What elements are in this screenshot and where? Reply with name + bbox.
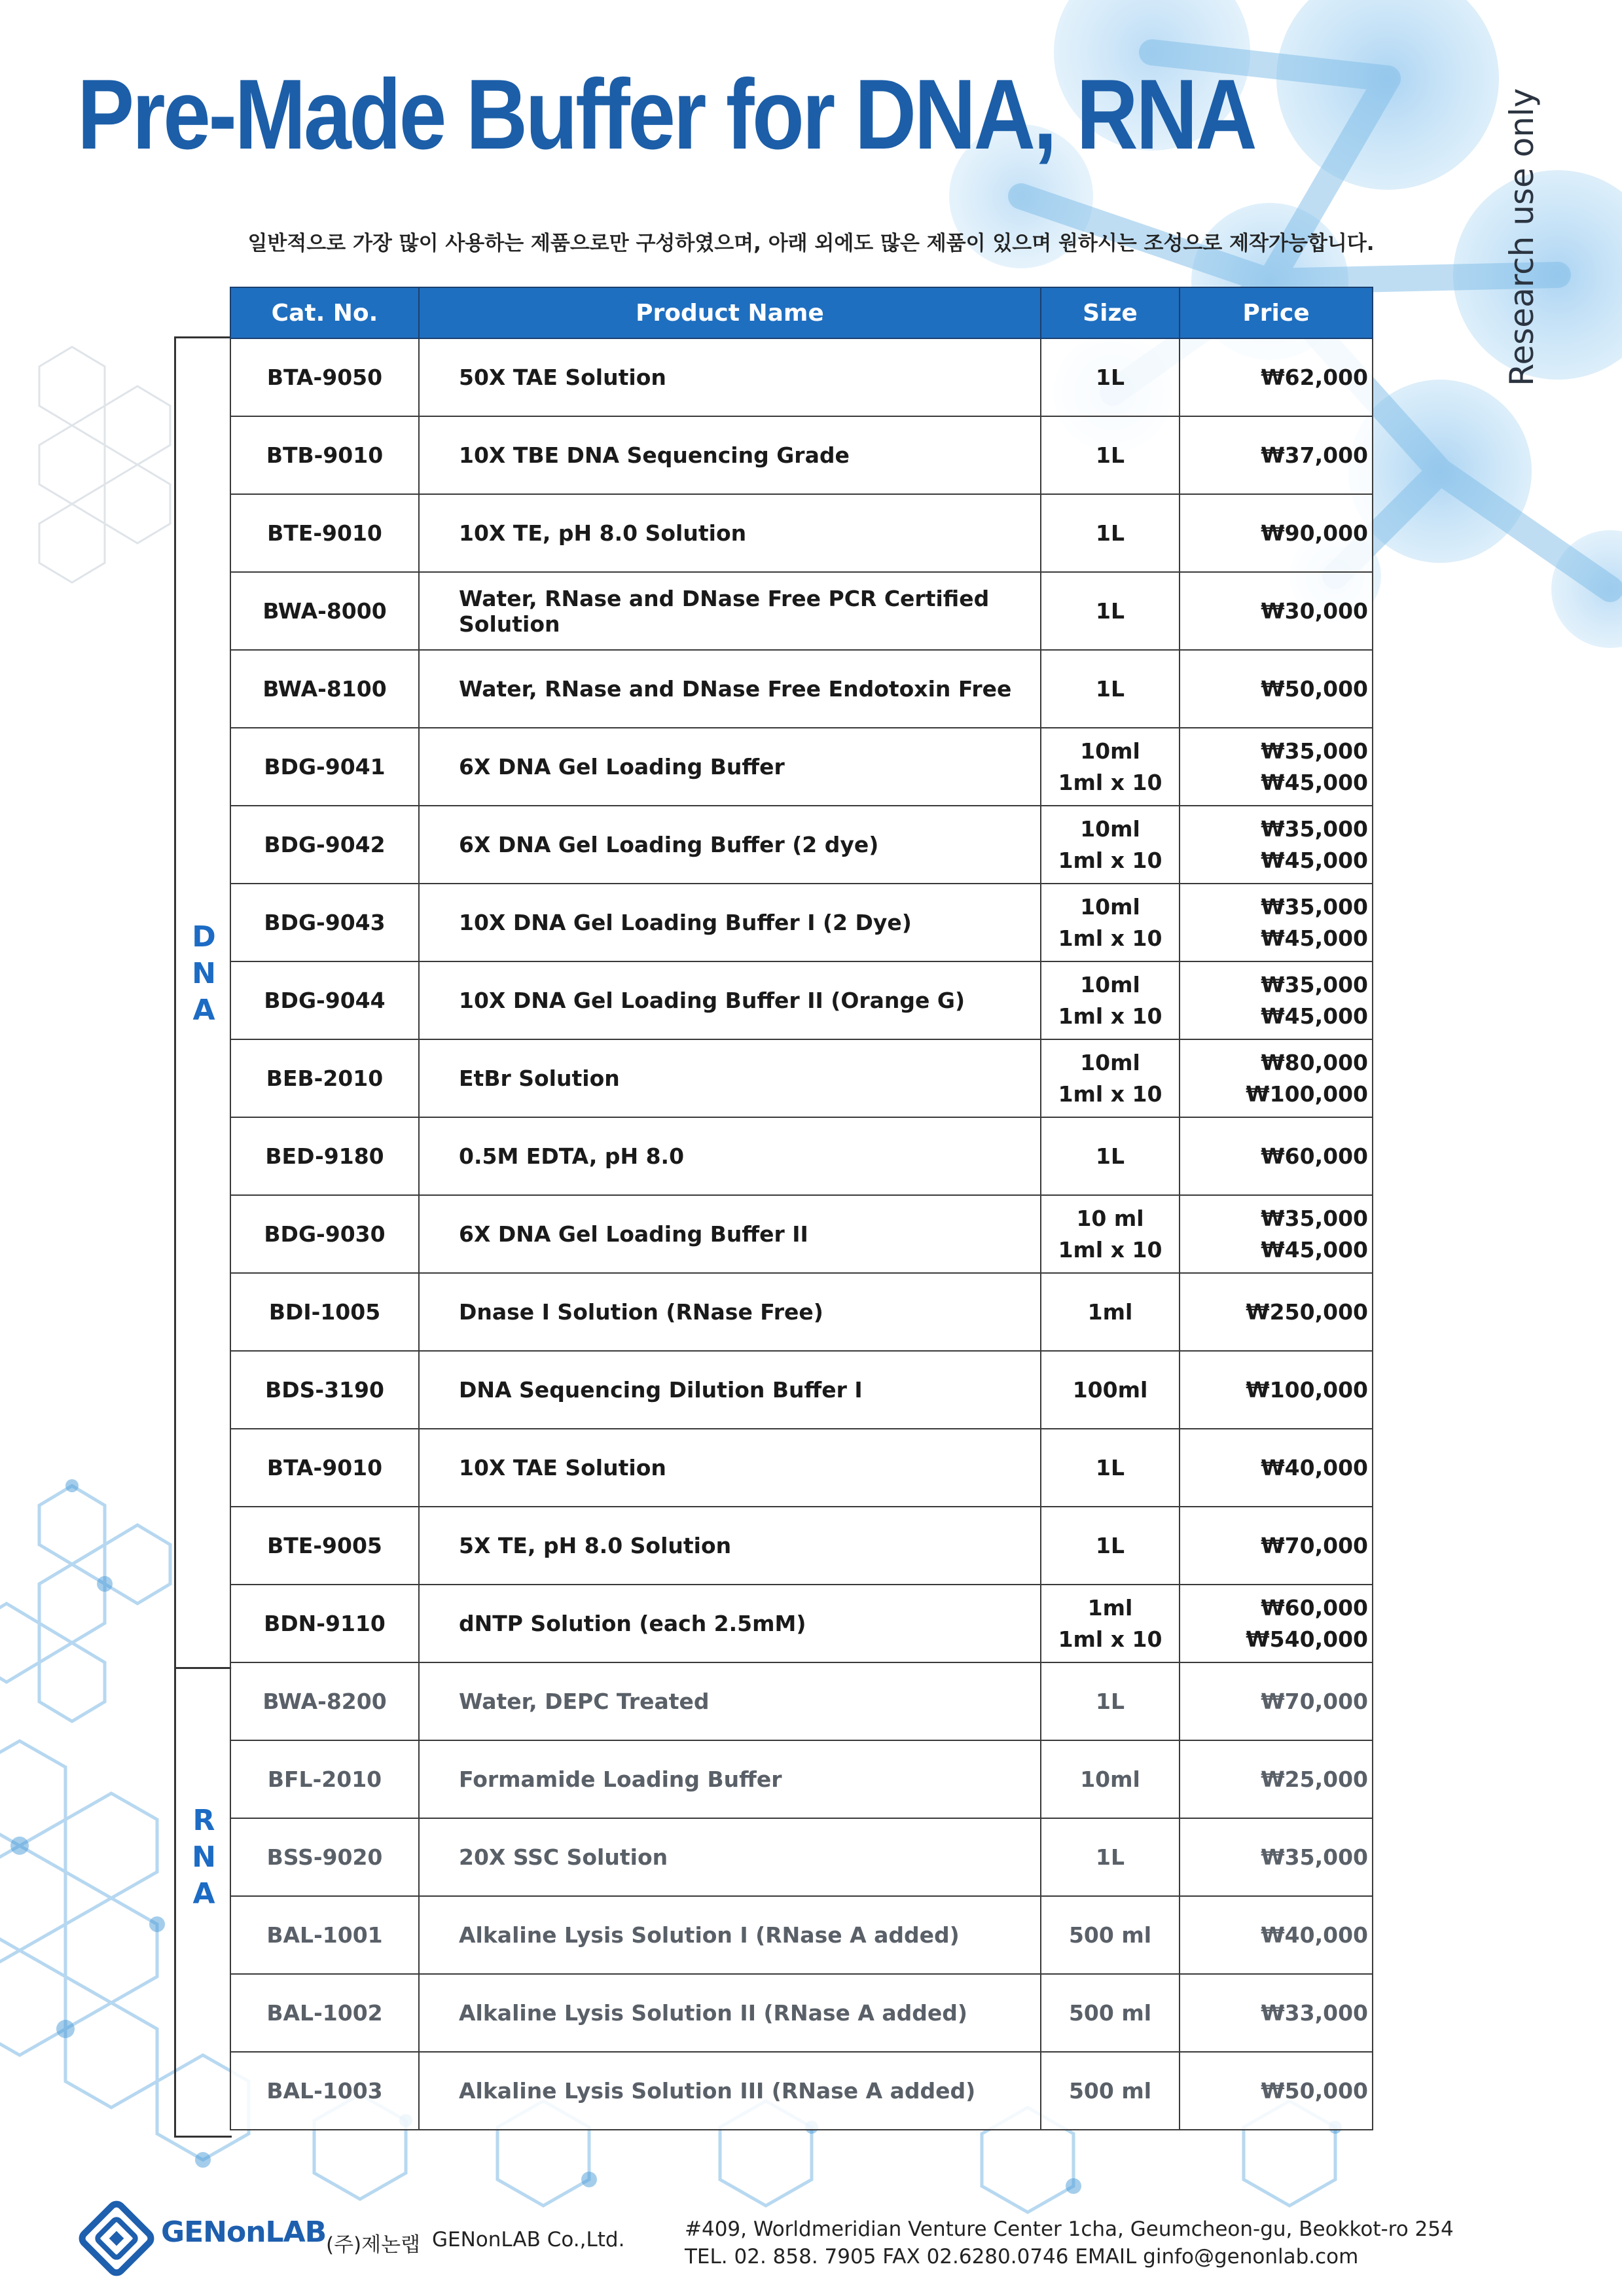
cat-no-cell: BSS-9020 (230, 1818, 419, 1896)
size-value: 10ml (1080, 1766, 1140, 1792)
price-cell (1180, 338, 1373, 416)
product-name-cell: 6X DNA Gel Loading Buffer II (419, 1195, 1041, 1273)
cat-no-cell: BDG-9030 (230, 1195, 419, 1273)
table-header-row (230, 287, 1373, 338)
price-value: ₩35,000 (1261, 816, 1368, 842)
size-value: 500 ml (1068, 1922, 1152, 1948)
table-body (230, 338, 1373, 2130)
dna-group-label: D N A (192, 920, 216, 1027)
genonlab-logo-icon (77, 2199, 156, 2278)
price-value: ₩250,000 (1246, 1299, 1368, 1325)
company-name-english: GENonLAB Co.,Ltd. (432, 2228, 625, 2251)
price-cell (1180, 1507, 1373, 1585)
rna-group-label: R N A (192, 1804, 216, 1910)
table-row (230, 1117, 1373, 1195)
size-cell (1041, 1585, 1180, 1662)
price-cell (1180, 572, 1373, 650)
size-cell (1041, 1195, 1180, 1273)
cat-no-cell: BTB-9010 (230, 416, 419, 494)
price-cell (1180, 1896, 1373, 1974)
page-subtitle: 일반적으로 가장 많이 사용하는 제품으로만 구성하였으며, 아래 외에도 많은 제품이 있으며 원하시는 조성으로 제작가능합니다. (247, 232, 1375, 255)
table-row (230, 884, 1373, 961)
product-name-cell: 10X DNA Gel Loading Buffer II (Orange G) (419, 961, 1041, 1039)
price-cell (1180, 2052, 1373, 2130)
price-value: ₩45,000 (1261, 1236, 1368, 1263)
table-row (230, 806, 1373, 884)
size-value: 1L (1096, 598, 1125, 624)
size-value: 10ml (1080, 738, 1140, 764)
price-cell (1180, 1351, 1373, 1429)
table-row (230, 572, 1373, 650)
size-value: 1ml x 10 (1058, 769, 1162, 795)
header-price: Price (1180, 287, 1373, 338)
price-value: ₩35,000 (1261, 738, 1368, 764)
price-cell (1180, 961, 1373, 1039)
price-value: ₩33,000 (1261, 2000, 1368, 2026)
size-cell (1041, 650, 1180, 728)
price-cell (1180, 1974, 1373, 2052)
company-contact: TEL. 02. 858. 7905 FAX 02.6280.0746 EMAIL ginfo@genonlab.com (685, 2245, 1359, 2269)
size-value: 10 ml (1076, 1205, 1144, 1231)
price-cell (1180, 1740, 1373, 1818)
price-cell (1180, 1039, 1373, 1117)
cat-no-cell: BTA-9010 (230, 1429, 419, 1507)
table-row (230, 338, 1373, 416)
size-cell (1041, 2052, 1180, 2130)
price-value: ₩100,000 (1246, 1376, 1368, 1403)
price-value: ₩25,000 (1261, 1766, 1368, 1792)
cat-no-cell: BTA-9050 (230, 338, 419, 416)
price-value: ₩90,000 (1261, 520, 1368, 546)
price-cell (1180, 416, 1373, 494)
price-value: ₩40,000 (1261, 1454, 1368, 1480)
size-cell (1041, 1117, 1180, 1195)
price-value: ₩70,000 (1261, 1532, 1368, 1558)
size-value: 100ml (1072, 1376, 1148, 1403)
cat-no-cell: BEB-2010 (230, 1039, 419, 1117)
cat-no-cell: BDG-9041 (230, 728, 419, 806)
price-cell (1180, 1273, 1373, 1351)
cat-no-cell: BAL-1002 (230, 1974, 419, 2052)
size-value: 500 ml (1068, 2000, 1152, 2026)
header-product-name: Product Name (419, 287, 1041, 338)
table-row (230, 494, 1373, 572)
size-value: 500 ml (1068, 2077, 1152, 2104)
size-cell (1041, 1507, 1180, 1585)
company-logo-text: GENonLAB (161, 2215, 327, 2249)
table-row (230, 1195, 1373, 1273)
size-cell (1041, 416, 1180, 494)
product-name-cell: 20X SSC Solution (419, 1818, 1041, 1896)
size-cell (1041, 1429, 1180, 1507)
size-value: 10ml (1080, 971, 1140, 997)
size-value: 1ml (1087, 1299, 1133, 1325)
product-name-cell: Water, RNase and DNase Free PCR Certified Solution (419, 572, 1041, 650)
table-row (230, 1740, 1373, 1818)
size-value: 1L (1096, 1844, 1125, 1870)
price-cell (1180, 1585, 1373, 1662)
price-cell (1180, 1117, 1373, 1195)
table-row (230, 2052, 1373, 2130)
price-value: ₩40,000 (1261, 1922, 1368, 1948)
page-title: Pre-Made Buffer for DNA, RNA (77, 59, 1255, 170)
price-cell (1180, 728, 1373, 806)
cat-no-cell: BWA-8000 (230, 572, 419, 650)
cat-no-cell: BDG-9042 (230, 806, 419, 884)
table-row (230, 1896, 1373, 1974)
cat-no-cell: BAL-1001 (230, 1896, 419, 1974)
cat-no-cell: BTE-9010 (230, 494, 419, 572)
size-cell (1041, 1351, 1180, 1429)
product-name-cell: Alkaline Lysis Solution II (RNase A added) (419, 1974, 1041, 2052)
size-cell (1041, 806, 1180, 884)
size-cell (1041, 1818, 1180, 1896)
price-value: ₩45,000 (1261, 769, 1368, 795)
product-name-cell: 10X TAE Solution (419, 1429, 1041, 1507)
size-value: 1L (1096, 675, 1125, 702)
size-cell (1041, 338, 1180, 416)
price-cell (1180, 1429, 1373, 1507)
size-cell (1041, 961, 1180, 1039)
product-name-cell: Alkaline Lysis Solution I (RNase A added) (419, 1896, 1041, 1974)
table-row (230, 1818, 1373, 1896)
size-value: 10ml (1080, 1049, 1140, 1075)
product-name-cell: Formamide Loading Buffer (419, 1740, 1041, 1818)
price-cell (1180, 1818, 1373, 1896)
size-cell (1041, 1039, 1180, 1117)
size-value: 1L (1096, 1688, 1125, 1714)
research-use-only-note: Research use only (1503, 88, 1541, 386)
dna-group-bracket (174, 336, 232, 1669)
table-row (230, 1273, 1373, 1351)
size-cell (1041, 494, 1180, 572)
table-row (230, 650, 1373, 728)
price-cell (1180, 650, 1373, 728)
size-value: 1L (1096, 1532, 1125, 1558)
table-row (230, 1429, 1373, 1507)
size-value: 1ml x 10 (1058, 1003, 1162, 1029)
price-value: ₩35,000 (1261, 1844, 1368, 1870)
cat-no-cell: BDS-3190 (230, 1351, 419, 1429)
product-name-cell: Water, DEPC Treated (419, 1662, 1041, 1740)
cat-no-cell: BDN-9110 (230, 1585, 419, 1662)
table-row (230, 1039, 1373, 1117)
price-value: ₩540,000 (1246, 1626, 1368, 1652)
cat-no-cell: BFL-2010 (230, 1740, 419, 1818)
size-value: 1ml x 10 (1058, 925, 1162, 951)
product-name-cell: Dnase I Solution (RNase Free) (419, 1273, 1041, 1351)
size-cell (1041, 572, 1180, 650)
size-value: 10ml (1080, 816, 1140, 842)
price-value: ₩80,000 (1261, 1049, 1368, 1075)
product-name-cell: 6X DNA Gel Loading Buffer (419, 728, 1041, 806)
price-value: ₩45,000 (1261, 1003, 1368, 1029)
size-value: 1ml x 10 (1058, 1236, 1162, 1263)
price-cell (1180, 884, 1373, 961)
price-value: ₩62,000 (1261, 364, 1368, 390)
product-name-cell: dNTP Solution (each 2.5mM) (419, 1585, 1041, 1662)
price-cell (1180, 1662, 1373, 1740)
cat-no-cell: BDI-1005 (230, 1273, 419, 1351)
size-cell (1041, 884, 1180, 961)
product-name-cell: 50X TAE Solution (419, 338, 1041, 416)
size-value: 10ml (1080, 893, 1140, 920)
price-value: ₩50,000 (1261, 675, 1368, 702)
price-value: ₩30,000 (1261, 598, 1368, 624)
price-value: ₩45,000 (1261, 847, 1368, 873)
product-name-cell: 6X DNA Gel Loading Buffer (2 dye) (419, 806, 1041, 884)
product-price-table (230, 287, 1373, 2130)
size-value: 1ml x 10 (1058, 847, 1162, 873)
price-value: ₩37,000 (1261, 442, 1368, 468)
size-cell (1041, 1273, 1180, 1351)
table-row (230, 1351, 1373, 1429)
table-row (230, 1585, 1373, 1662)
product-name-cell: 10X TE, pH 8.0 Solution (419, 494, 1041, 572)
rna-group-bracket (174, 1665, 232, 2138)
header-cat-no: Cat. No. (230, 287, 419, 338)
company-address-block (685, 2215, 1454, 2270)
product-name-cell: DNA Sequencing Dilution Buffer I (419, 1351, 1041, 1429)
size-cell (1041, 1740, 1180, 1818)
cat-no-cell: BWA-8100 (230, 650, 419, 728)
cat-no-cell: BDG-9043 (230, 884, 419, 961)
size-cell (1041, 1662, 1180, 1740)
size-value: 1ml (1087, 1594, 1133, 1621)
table-row (230, 961, 1373, 1039)
price-value: ₩70,000 (1261, 1688, 1368, 1714)
price-cell (1180, 494, 1373, 572)
price-value: ₩35,000 (1261, 971, 1368, 997)
price-value: ₩35,000 (1261, 1205, 1368, 1231)
size-value: 1ml x 10 (1058, 1626, 1162, 1652)
table-row (230, 1662, 1373, 1740)
size-value: 1ml x 10 (1058, 1081, 1162, 1107)
cat-no-cell: BDG-9044 (230, 961, 419, 1039)
price-value: ₩100,000 (1246, 1081, 1368, 1107)
price-value: ₩60,000 (1261, 1143, 1368, 1169)
product-name-cell: Water, RNase and DNase Free Endotoxin Free (419, 650, 1041, 728)
price-value: ₩50,000 (1261, 2077, 1368, 2104)
price-value: ₩35,000 (1261, 893, 1368, 920)
size-value: 1L (1096, 1143, 1125, 1169)
cat-no-cell: BED-9180 (230, 1117, 419, 1195)
product-name-cell: 5X TE, pH 8.0 Solution (419, 1507, 1041, 1585)
price-cell (1180, 806, 1373, 884)
size-value: 1L (1096, 364, 1125, 390)
product-name-cell: 10X TBE DNA Sequencing Grade (419, 416, 1041, 494)
price-cell (1180, 1195, 1373, 1273)
product-name-cell: Alkaline Lysis Solution III (RNase A added) (419, 2052, 1041, 2130)
cat-no-cell: BWA-8200 (230, 1662, 419, 1740)
table-row (230, 416, 1373, 494)
price-value: ₩60,000 (1261, 1594, 1368, 1621)
table-row (230, 1507, 1373, 1585)
product-name-cell: EtBr Solution (419, 1039, 1041, 1117)
size-cell (1041, 1974, 1180, 2052)
cat-no-cell: BTE-9005 (230, 1507, 419, 1585)
table-row (230, 728, 1373, 806)
cat-no-cell: BAL-1003 (230, 2052, 419, 2130)
table-row (230, 1974, 1373, 2052)
product-name-cell: 0.5M EDTA, pH 8.0 (419, 1117, 1041, 1195)
product-name-cell: 10X DNA Gel Loading Buffer I (2 Dye) (419, 884, 1041, 961)
size-value: 1L (1096, 442, 1125, 468)
size-cell (1041, 728, 1180, 806)
price-value: ₩45,000 (1261, 925, 1368, 951)
size-value: 1L (1096, 1454, 1125, 1480)
size-value: 1L (1096, 520, 1125, 546)
size-cell (1041, 1896, 1180, 1974)
header-size: Size (1041, 287, 1180, 338)
company-name-korean: (주)제논랩 (326, 2233, 420, 2257)
company-address: #409, Worldmeridian Venture Center 1cha, Geumcheon-gu, Beokkot-ro 254 (685, 2217, 1454, 2241)
